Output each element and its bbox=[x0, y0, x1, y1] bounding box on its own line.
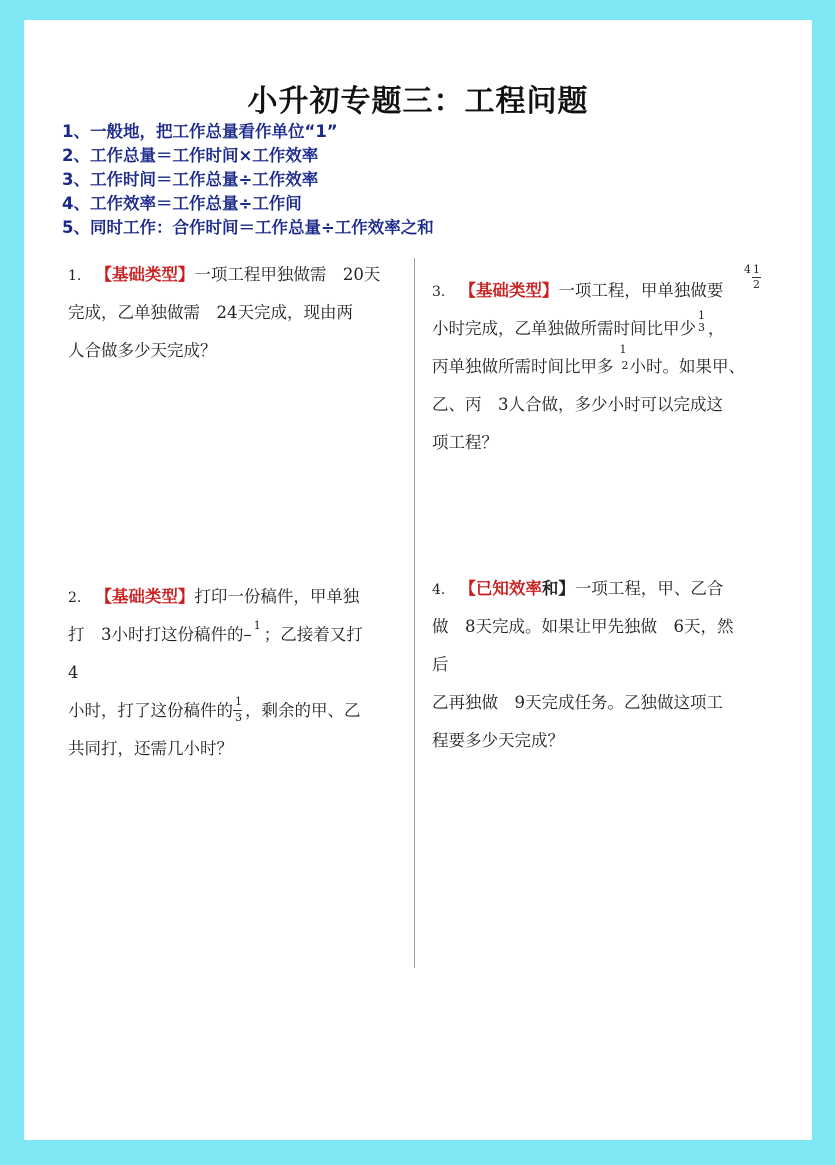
problem-text: 4 bbox=[68, 663, 79, 682]
problem-text: 乙再独做 9天完成任务。乙独做这项工 bbox=[432, 693, 723, 712]
problem-1 bbox=[68, 256, 380, 370]
problem-tag: 【已知效率 bbox=[459, 579, 542, 598]
problem-text: ，剩余的甲、乙 bbox=[245, 701, 361, 720]
fraction-denominator: 3 bbox=[235, 711, 242, 724]
worksheet-page bbox=[24, 20, 812, 1140]
rule-item: 4、工作效率＝工作总量÷工作间 bbox=[62, 194, 302, 213]
problem-text: 丙单独做所需时间比甲多 bbox=[432, 357, 614, 376]
problem-text: 一项工程，甲、乙合 bbox=[574, 579, 724, 598]
problem-text: 小时完成，乙单独做所需时间比甲少 bbox=[432, 319, 696, 338]
problem-text: 人合做多少天完成？ bbox=[68, 341, 217, 360]
problem-text: 小时。如果甲、 bbox=[629, 357, 745, 376]
problem-text: ， bbox=[708, 319, 725, 338]
problem-text: 一项工程甲独做需 20天 bbox=[194, 265, 381, 284]
fraction bbox=[233, 692, 245, 730]
rule-item: 3、工作时间＝工作总量÷工作效率 bbox=[62, 170, 319, 189]
problem-number: 1. bbox=[68, 268, 82, 284]
problem-number: 2. bbox=[68, 590, 82, 606]
fraction bbox=[752, 264, 762, 292]
problem-text: 项工程？ bbox=[432, 433, 498, 452]
problem-text: 共同打，还需几小时？ bbox=[68, 739, 233, 758]
fraction bbox=[614, 343, 629, 386]
fraction-numerator: 1 bbox=[253, 619, 261, 632]
problem-tag-tail: 和】 bbox=[541, 579, 575, 598]
problem-number: 4. bbox=[432, 582, 446, 598]
rule-item: 1、一般地，把工作总量看作单位“1” bbox=[62, 122, 338, 141]
fraction bbox=[252, 616, 264, 654]
fraction bbox=[696, 310, 708, 348]
problem-tag: 【基础类型】 bbox=[95, 587, 195, 606]
problem-text: 做 8天完成。如果让甲先独做 6天，然 bbox=[432, 617, 734, 636]
rule-item: 5、同时工作：合作时间＝工作总量÷工作效率之和 bbox=[62, 218, 434, 237]
column-divider bbox=[414, 258, 415, 968]
fraction-numerator: 1 bbox=[619, 343, 627, 356]
problem-number: 3. bbox=[432, 284, 446, 300]
problem-3 bbox=[432, 263, 760, 462]
problem-text: 小时，打了这份稿件的 bbox=[68, 701, 233, 720]
problem-text: 后 bbox=[432, 655, 449, 674]
problem-tag: 【基础类型】 bbox=[95, 265, 195, 284]
fraction-numerator: 1 bbox=[235, 695, 242, 708]
mixed-whole: 4 bbox=[744, 263, 751, 276]
rules-list bbox=[62, 120, 434, 240]
mixed-number bbox=[744, 264, 762, 292]
problem-text: 打 3小时打这份稿件的– bbox=[68, 625, 252, 644]
problem-text: 完成，乙单独做需 24天完成，现由两 bbox=[68, 303, 353, 322]
problem-tag: 【基础类型】 bbox=[459, 281, 559, 300]
fraction-denominator: 3 bbox=[698, 321, 705, 334]
fraction-denominator: 2 bbox=[621, 359, 629, 372]
fraction-numerator: 1 bbox=[753, 263, 760, 276]
fraction-numerator: 1 bbox=[698, 309, 705, 322]
problem-text: 乙、丙 3人合做，多少小时可以完成这 bbox=[432, 395, 723, 414]
problem-text: 一项工程，甲单独做要 bbox=[558, 281, 724, 300]
problem-text: ；乙接着又打 bbox=[263, 625, 363, 644]
problem-4 bbox=[432, 570, 734, 760]
problem-2 bbox=[68, 578, 363, 768]
problem-text: 打印一份稿件，甲单独 bbox=[194, 587, 360, 606]
fraction-denominator: 2 bbox=[753, 278, 760, 291]
rule-item: 2、工作总量＝工作时间×工作效率 bbox=[62, 146, 319, 165]
page-title: 小升初专题三：工程问题 bbox=[247, 84, 589, 119]
problem-text: 程要多少天完成？ bbox=[432, 731, 564, 750]
